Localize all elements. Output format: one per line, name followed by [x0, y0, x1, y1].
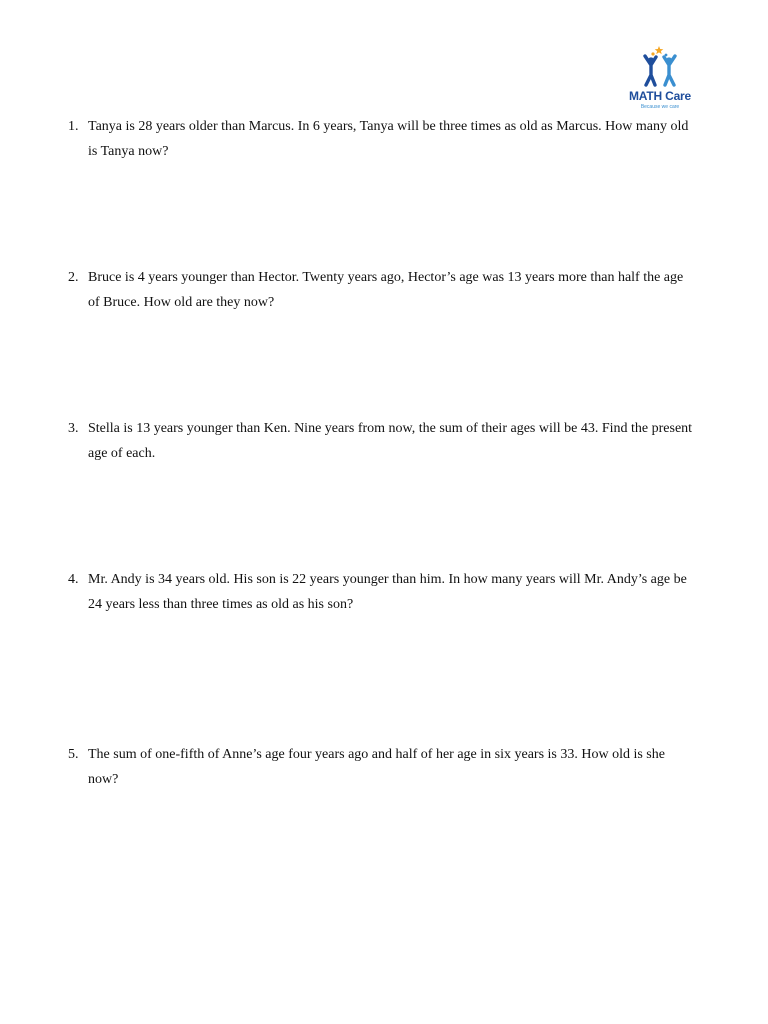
question-text: The sum of one-fifth of Anne’s age four years ago and half of her age in six years is 33. How old is she now? — [88, 747, 665, 787]
two-people-cheering-icon — [636, 44, 684, 88]
question-text: Tanya is 28 years older than Marcus. In 6 years, Tanya will be three times as old as Marcus. How many old is Tanya now? — [88, 119, 689, 159]
question-number: 5. — [68, 747, 79, 762]
question-item — [68, 114, 708, 164]
question-number: 4. — [68, 572, 79, 587]
question-number: 2. — [68, 270, 79, 285]
question-text: Mr. Andy is 34 years old. His son is 22 years younger than him. In how many years will Mr. Andy’s age be 24 years less than three times as old as his son? — [88, 572, 687, 612]
question-text: Bruce is 4 years younger than Hector. Twenty years ago, Hector’s age was 13 years more than half the age of Bruce. How old are they now? — [88, 270, 684, 310]
question-item — [68, 416, 708, 466]
logo-tagline: Because we care — [640, 104, 680, 110]
question-item — [68, 742, 708, 792]
logo-title: MATH Care — [629, 89, 691, 103]
question-item — [68, 567, 708, 617]
math-care-logo — [622, 44, 698, 114]
question-number: 3. — [68, 421, 79, 436]
question-number: 1. — [68, 119, 79, 134]
question-item — [68, 265, 708, 315]
question-text: Stella is 13 years younger than Ken. Nine years from now, the sum of their ages will be 43. Find the present age of each. — [88, 421, 693, 461]
